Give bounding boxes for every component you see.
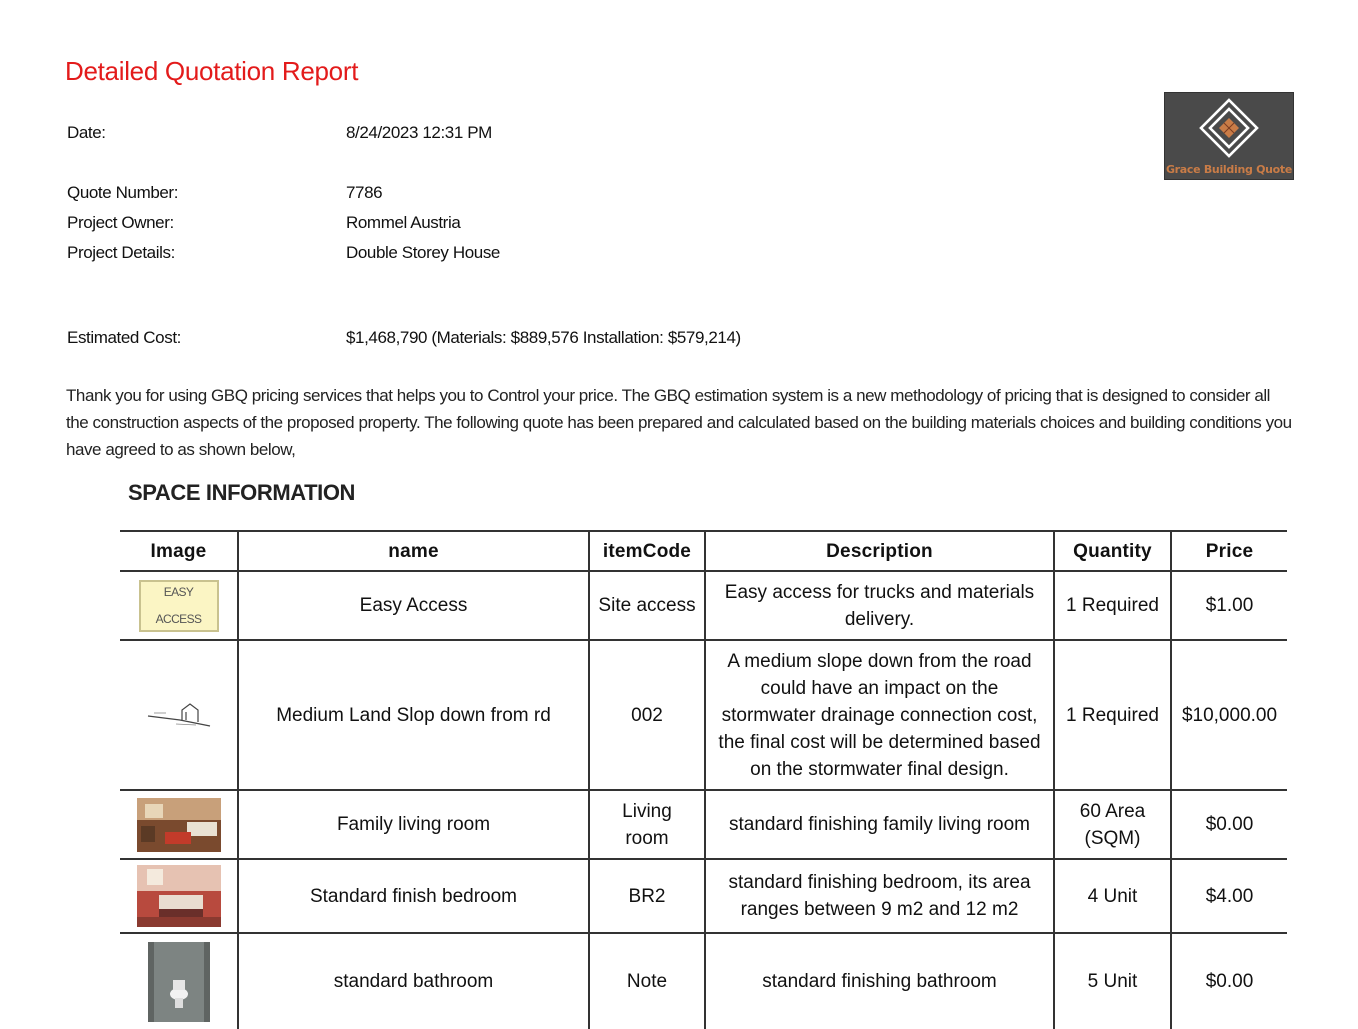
quote-number-value: 7786 — [346, 183, 383, 202]
project-details-value: Double Storey House — [346, 243, 500, 262]
easy-access-image — [139, 580, 219, 632]
row-name: Easy Access — [238, 571, 589, 640]
table-header-row — [120, 531, 1287, 571]
row-price: $0.00 — [1171, 790, 1287, 859]
row-code: Site access — [589, 571, 705, 640]
project-owner-label: Project Owner: — [67, 213, 174, 232]
living-room-photo — [137, 798, 221, 852]
row-description: standard finishing bathroom — [705, 933, 1054, 1029]
date-label: Date: — [67, 123, 106, 142]
row-name: Standard finish bedroom — [238, 859, 589, 933]
space-information-table — [120, 530, 1287, 1029]
row-quantity: 1 Required — [1054, 640, 1171, 790]
column-header-description: Description — [705, 531, 1054, 571]
land-slope-sketch-icon — [144, 698, 214, 732]
row-description: Easy access for trucks and materials delivery. — [705, 571, 1054, 640]
intro-paragraph: Thank you for using GBQ pricing services that helps you to Control your price. The GBQ estimation system is a new methodology of pricing that is designed to consider all the construction aspects of the proposed property. The following quote has been prepared and calculated based on the building materials choices and building conditions you have agreed to as shown below, — [66, 386, 1292, 459]
row-name: Medium Land Slop down from rd — [238, 640, 589, 790]
column-header-price: Price — [1171, 531, 1287, 571]
quote-number-label: Quote Number: — [67, 183, 179, 202]
row-code: 002 — [589, 640, 705, 790]
table-row — [120, 571, 1287, 640]
table-row — [120, 859, 1287, 933]
row-image-cell — [120, 790, 238, 859]
project-owner-value: Rommel Austria — [346, 213, 461, 232]
column-header-name: name — [238, 531, 589, 571]
column-header-image: Image — [120, 531, 238, 571]
row-description: standard finishing bedroom, its area ranges between 9 m2 and 12 m2 — [705, 859, 1054, 933]
row-image-cell — [120, 859, 238, 933]
section-heading: SPACE INFORMATION — [128, 480, 356, 505]
row-image-cell — [120, 640, 238, 790]
row-price: $10,000.00 — [1171, 640, 1287, 790]
table-row — [120, 790, 1287, 859]
column-header-quantity: Quantity — [1054, 531, 1171, 571]
row-code: BR2 — [589, 859, 705, 933]
column-header-itemcode: itemCode — [589, 531, 705, 571]
report-title: Detailed Quotation Report — [65, 56, 359, 86]
row-description: A medium slope down from the road could have an impact on the stormwater drainage connection cost, the final cost will be determined based on the stormwater final design. — [705, 640, 1054, 790]
estimated-cost-label: Estimated Cost: — [67, 328, 181, 347]
row-price: $1.00 — [1171, 571, 1287, 640]
row-quantity: 60 Area (SQM) — [1054, 790, 1171, 859]
row-quantity: 1 Required — [1054, 571, 1171, 640]
logo-text: Grace Building Quote — [1165, 163, 1293, 176]
diamond-logo-icon — [1198, 97, 1260, 159]
table-row — [120, 640, 1287, 790]
bathroom-photo — [148, 942, 210, 1022]
project-details-label: Project Details: — [67, 243, 175, 262]
date-value: 8/24/2023 12:31 PM — [346, 123, 492, 142]
row-price: $0.00 — [1171, 933, 1287, 1029]
row-name: Family living room — [238, 790, 589, 859]
row-code: Note — [589, 933, 705, 1029]
row-image-cell — [120, 571, 238, 640]
row-image-cell — [120, 933, 238, 1029]
company-logo — [1164, 92, 1294, 180]
row-description: standard finishing family living room — [705, 790, 1054, 859]
bedroom-photo — [137, 865, 221, 927]
estimated-cost-value: $1,468,790 (Materials: $889,576 Installation: $579,214) — [346, 328, 741, 347]
row-quantity: 4 Unit — [1054, 859, 1171, 933]
easy-access-image-text: EASY ACCESS — [155, 584, 202, 626]
row-code: Living room — [589, 790, 705, 859]
row-name: standard bathroom — [238, 933, 589, 1029]
row-quantity: 5 Unit — [1054, 933, 1171, 1029]
row-price: $4.00 — [1171, 859, 1287, 933]
table-row — [120, 933, 1287, 1029]
